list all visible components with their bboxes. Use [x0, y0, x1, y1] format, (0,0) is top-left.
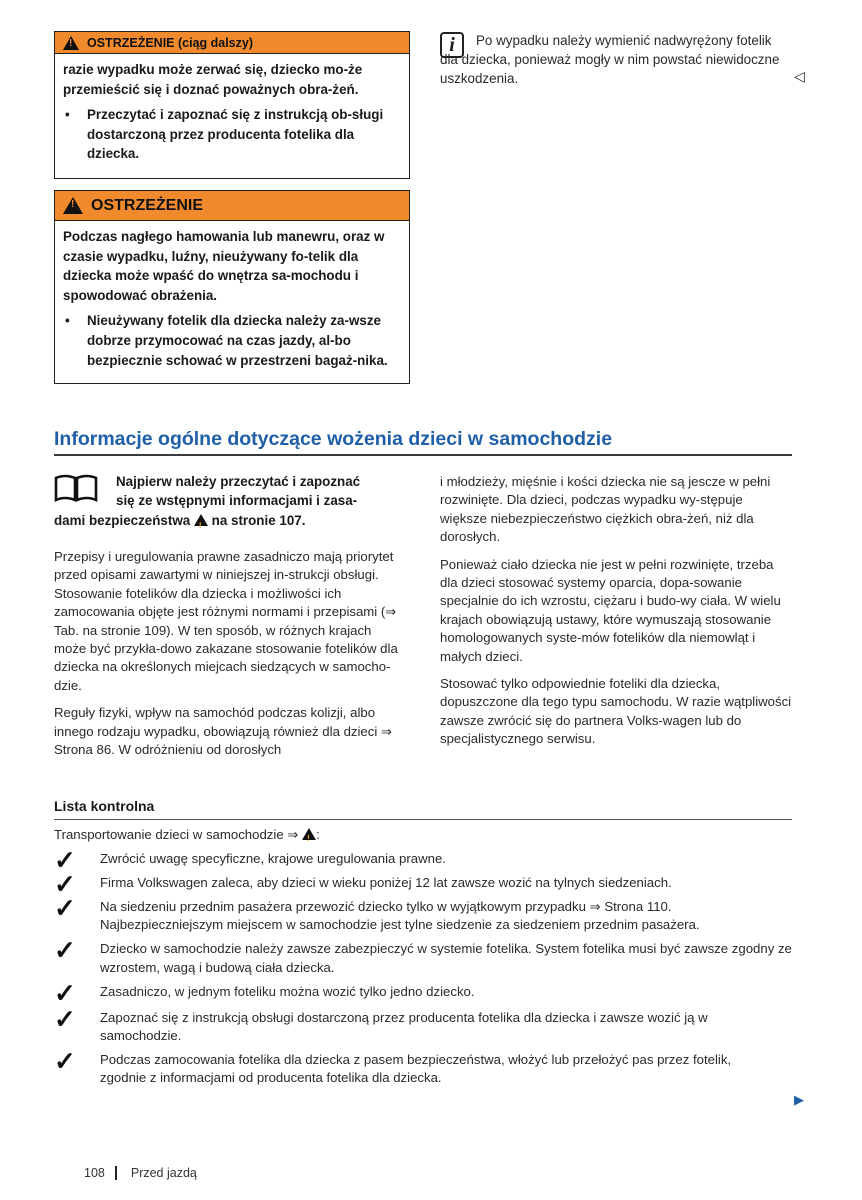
info-note-text: Po wypadku należy wymienić nadwyrężony fotelik dla dziecka, ponieważ mogły w nim powstać niewidoczne uszkodzenia. [440, 33, 780, 86]
checkmark-icon: ✓ [54, 977, 76, 1008]
info-note [440, 32, 790, 88]
page-number: 108 [84, 1166, 105, 1180]
paragraph: i młodzieży, mięśnie i kości dziecka nie są jescze w pełni rozwinięte. Dla dzieci, podczas wypadku wy-stępuje większe niebezpieczeństwo ciężkich obra-żeń, niż dla dorosłych. [440, 474, 771, 545]
read-first-line1: Najpierw należy przeczytać i zapoznać [116, 474, 361, 489]
warning-bullet-text: Przeczytać i zapoznać się z instrukcją ob-sługi dostarczoną przez producenta fotelika dla dziecka. [87, 107, 384, 162]
checklist-item: ✓ Firma Volkswagen zaleca, aby dzieci w wieku poniżej 12 lat zawsze wozić na tylnych siedzeniach. [54, 869, 672, 899]
continue-arrow-icon: ▶ [794, 1092, 804, 1107]
warning-triangle-icon [302, 828, 316, 840]
checklist-intro: Transportowanie dzieci w samochodzie ⇒ ! : [54, 826, 754, 844]
warning-body [55, 221, 409, 376]
footer-divider [115, 1166, 117, 1180]
paragraph: Ponieważ ciało dziecka nie jest w pełni rozwinięte, trzeba dla dzieci stosować systemy oparcia, dopa-sowanie specjalnie do ich wzrostu, ciężaru i budo-wy ciała. W wielu krajach obowiązują ustawy, które wymuszają stosowanie homologowanych syste-mów fotelików dla niemowląt i małych dzieci. [440, 556, 781, 664]
checklist-item: ✓ Podczas zamocowania fotelika dla dziecka z pasem bezpieczeństwa, włożyć lub przełożyć pas przez fotelik, zgodnie z informacjami od producenta fotelika dla dziecka. [54, 1051, 792, 1087]
checklist-rule [54, 819, 792, 820]
checkmark-icon: ✓ [54, 935, 76, 966]
paragraph: Stosować tylko odpowiednie foteliki dla dziecka, dopuszczone dla tego typu samochodu. W razie wątpliwości zawsze zwrócić się do partnera Volks-wagen lub do specjalistycznego serwisu. [440, 676, 792, 747]
section-title-rule [54, 454, 792, 456]
left-column [54, 548, 406, 768]
right-column [440, 473, 792, 758]
checklist-item: ✓ Zasadniczo, w jednym foteliku można wozić tylko jedno dziecko. [54, 977, 475, 1008]
read-first-line2: się ze wstępnymi informacjami i zasa- [116, 493, 358, 509]
paragraph: Reguły fizyki, wpływ na samochód podczas kolizji, albo innego rodzaju wypadku, obowiązują również dla dzieci ⇒ Strona 86. W odróżnieniu od dorosłych [54, 705, 393, 758]
warning-triangle-icon [63, 197, 83, 214]
read-first-line3: dami bezpieczeństwa ! na stronie 107. [54, 511, 414, 530]
paragraph: Przepisy i uregulowania prawne zasadniczo mają priorytet przed opisami zawartymi w niniejszej in-strukcji obsługi. Stosowanie fotelików dla dziecka i możliwości ich zamocowania objęte jest różnymi normami i przepisami (⇒ Tab. na stronie 109). W ten sposób, w różnych krajach może być przykła-dowo zakazane stosowanie fotelików dla dziecka na określonych miejcach siedzących w samocho-dzie. [54, 549, 398, 693]
warning-triangle-icon [194, 514, 208, 526]
checklist-item: ✓ Zwrócić uwagę specyficzne, krajowe uregulowania prawne. [54, 845, 446, 875]
checklist-title: Lista kontrolna [54, 798, 155, 814]
footer [84, 1166, 197, 1180]
info-icon: i [440, 32, 464, 58]
checklist-item: ✓ Zapoznać się z instrukcją obsługi dostarczoną przez producenta fotelika dla dziecka i zawsze wozić ją w samochodzie. [54, 1009, 792, 1045]
checkmark-icon: ✓ [54, 1046, 76, 1077]
warning-body [55, 54, 409, 170]
warning-box [54, 190, 410, 384]
section-title: Informacje ogólne dotyczące wożenia dzieci w samochodzie [54, 428, 613, 450]
checkmark-icon: ✓ [54, 1003, 76, 1034]
read-first-note [54, 472, 414, 530]
warning-bullet: • Nieużywany fotelik dla dziecka należy za-wsze dobrze przymocować na czas jazdy, al-bo bezpiecznie schować w przestrzeni bagaż-nika. [63, 311, 401, 370]
book-icon [54, 474, 98, 502]
warning-header [55, 32, 409, 54]
checklist-item: ✓ Dziecko w samochodzie należy zawsze zabezpieczyć w systemie fotelika. System fotelika musi być zawsze zgodny ze wzrostem, wagą i budową ciała dziecka. [54, 940, 792, 976]
checkmark-icon: ✓ [54, 893, 76, 923]
checklist-item: ✓ Na siedzeniu przednim pasażera przewozić dziecko tylko w wyjątkowym przypadku ⇒ Strona 110. Najbezpieczniejszym miejscem w samochodzie jest tylne siedzenie za siedzeniem przednim pasażera. [54, 898, 792, 934]
warning-paragraph: razie wypadku może zerwać się, dziecko mo-że przemieścić się i doznać poważnych obra-żeń. [63, 62, 363, 97]
warning-paragraph: Podczas nagłego hamowania lub manewru, oraz w czasie wypadku, luźny, nieużywany fo-telik dla dziecka może wpaść do wnętrza sa-mochodu i spowodować obrażenia. [63, 229, 385, 303]
checkmark-icon: ✓ [54, 869, 76, 899]
warning-header-text: OSTRZEŻENIE [91, 196, 204, 214]
warning-triangle-icon [63, 36, 79, 50]
checkmark-icon: ✓ [54, 845, 76, 875]
checklist [54, 845, 792, 1088]
footer-section-name: Przed jazdą [130, 1166, 197, 1180]
warning-bullet: • Przeczytać i zapoznać się z instrukcją ob-sługi dostarczoną przez producenta fotelika dla dziecka. [63, 105, 401, 164]
warning-box-continued [54, 31, 410, 179]
warning-bullet-text: Nieużywany fotelik dla dziecka należy za-wsze dobrze przymocować na czas jazdy, al-bo bezpiecznie schować w przestrzeni bagaż-nika. [87, 313, 388, 368]
warning-header-text: OSTRZEŻENIE (ciąg dalszy) [87, 35, 254, 50]
warning-header [55, 191, 409, 221]
section-end-mark: ◁ [794, 68, 805, 84]
page-link[interactable]: na stronie 107. [211, 512, 306, 528]
